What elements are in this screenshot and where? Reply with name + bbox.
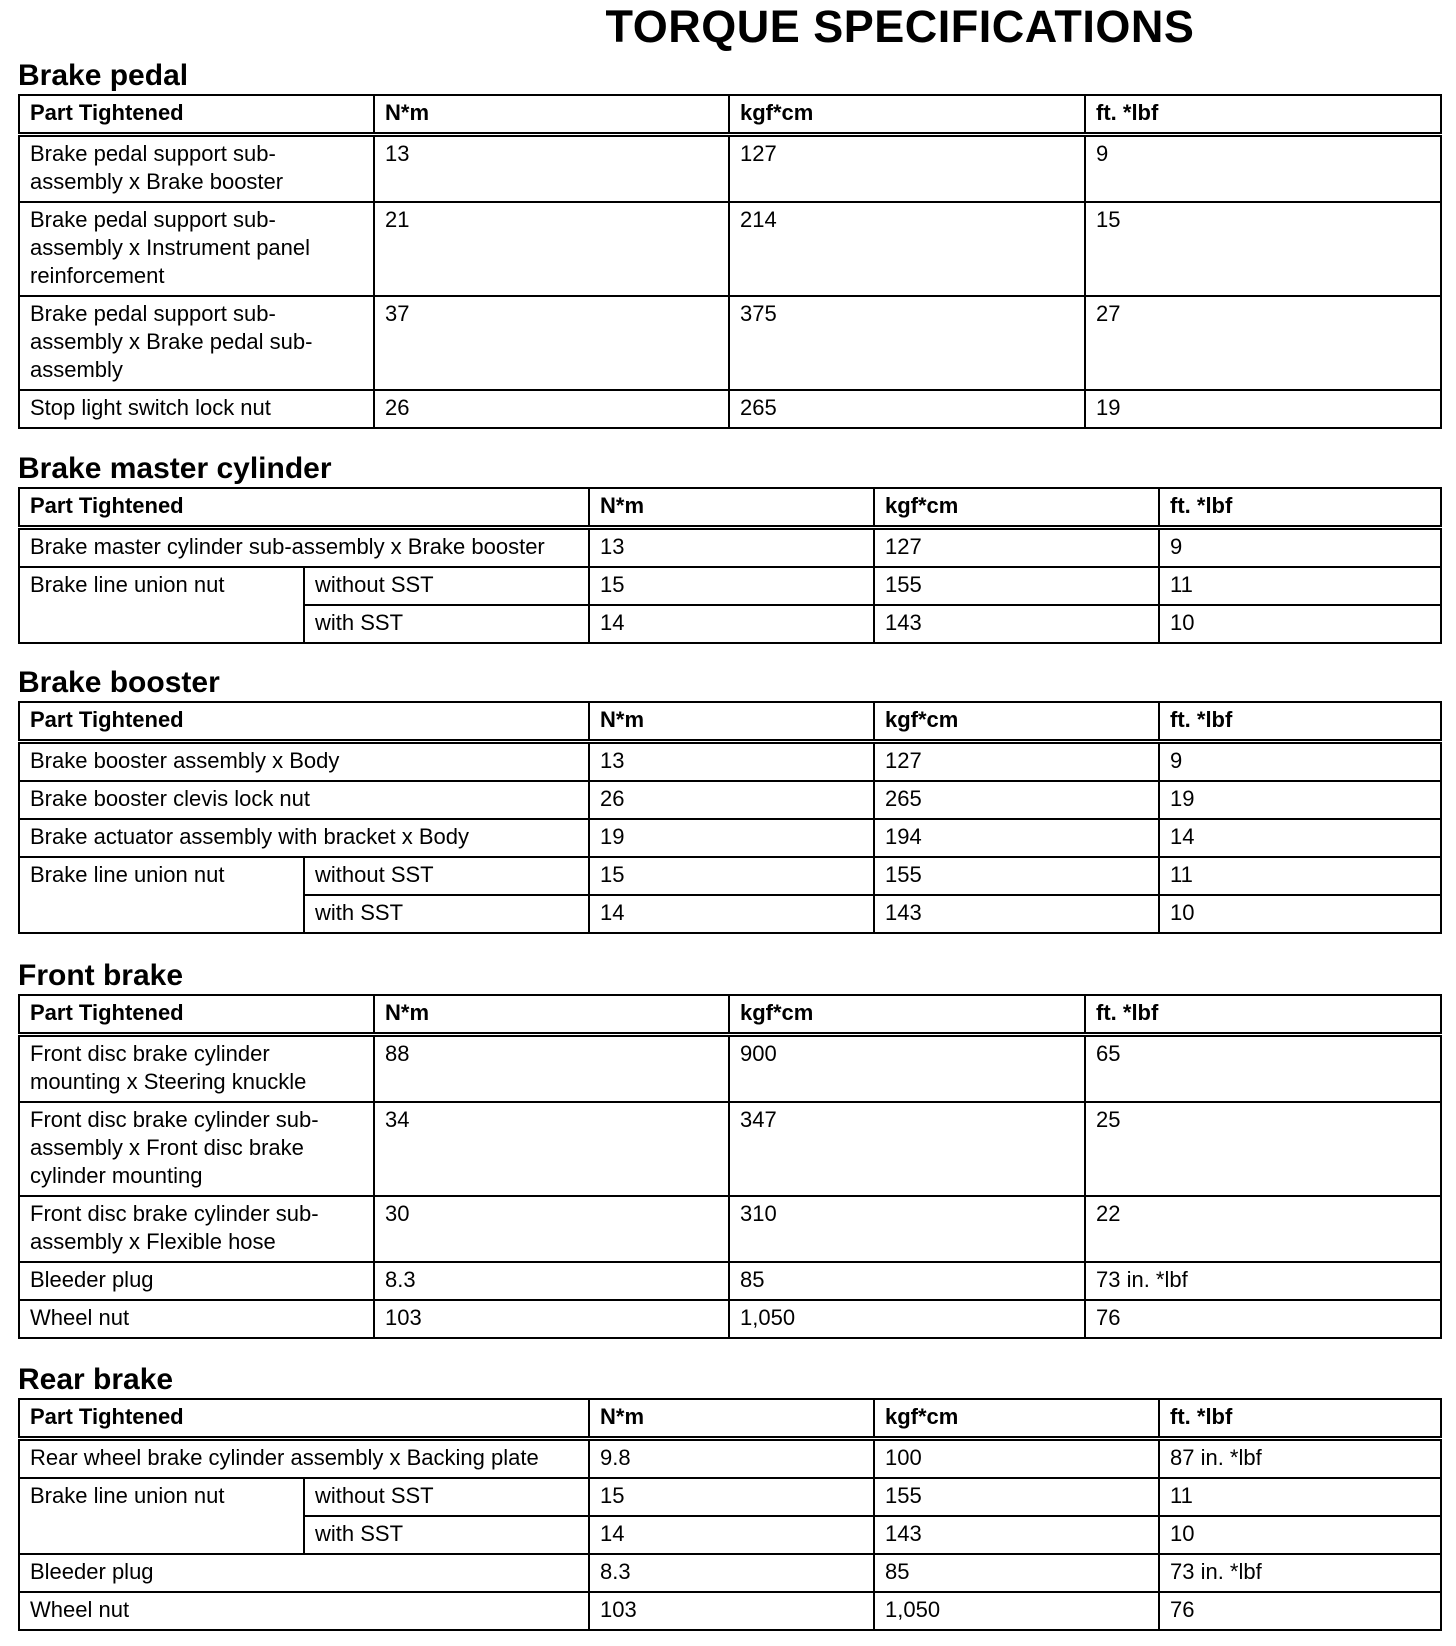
cell-nm: 15: [589, 1478, 874, 1516]
section-title: Rear brake: [18, 1363, 174, 1396]
cell-kgf: 265: [874, 781, 1159, 819]
cell-part: Brake master cylinder sub-assembly x Brake booster: [19, 528, 589, 568]
cell-part: Wheel nut: [19, 1300, 374, 1338]
cell-nm: 13: [589, 528, 874, 568]
table-row: [19, 1196, 1441, 1262]
cell-kgf: 143: [874, 605, 1159, 643]
cell-ft: 22: [1085, 1196, 1441, 1262]
cell-kgf: 1,050: [729, 1300, 1085, 1338]
section-title: Brake booster: [18, 666, 220, 699]
cell-ft: 73 in. *lbf: [1085, 1262, 1441, 1300]
cell-kgf: 1,050: [874, 1592, 1159, 1630]
table-header-row: [19, 1399, 1441, 1439]
table-row: [19, 857, 1441, 895]
col-header-part: Part Tightened: [19, 995, 374, 1035]
torque-table: [18, 1398, 1442, 1631]
cell-kgf: 310: [729, 1196, 1085, 1262]
table-row: [19, 135, 1441, 203]
cell-ft: 25: [1085, 1102, 1441, 1196]
table-row: [19, 1102, 1441, 1196]
torque-table: [18, 701, 1442, 934]
torque-table: [18, 994, 1442, 1339]
cell-ft: 9: [1085, 135, 1441, 203]
col-header-ft: ft. *lbf: [1085, 995, 1441, 1035]
cell-ft: 11: [1159, 567, 1441, 605]
col-header-ft: ft. *lbf: [1159, 702, 1441, 742]
cell-part: Brake booster assembly x Body: [19, 742, 589, 782]
cell-nm: 19: [589, 819, 874, 857]
table-row: [19, 742, 1441, 782]
cell-part: Brake line union nut: [19, 857, 304, 933]
cell-ft: 19: [1159, 781, 1441, 819]
col-header-ft: ft. *lbf: [1159, 488, 1441, 528]
cell-part: Brake line union nut: [19, 1478, 304, 1554]
table-header-row: [19, 702, 1441, 742]
cell-condition: with SST: [304, 895, 589, 933]
col-header-part: Part Tightened: [19, 702, 589, 742]
cell-nm: 103: [589, 1592, 874, 1630]
table-header-row: [19, 995, 1441, 1035]
section-title: Brake pedal: [18, 59, 189, 92]
cell-kgf: 214: [729, 202, 1085, 296]
cell-nm: 9.8: [589, 1439, 874, 1479]
col-header-kgf: kgf*cm: [729, 995, 1085, 1035]
cell-kgf: 155: [874, 857, 1159, 895]
col-header-kgf: kgf*cm: [874, 702, 1159, 742]
cell-kgf: 194: [874, 819, 1159, 857]
table-row: [19, 1592, 1441, 1630]
section-brake-booster: [18, 665, 1440, 934]
cell-part: Bleeder plug: [19, 1262, 374, 1300]
section-brake-master-cylinder: [18, 451, 1440, 644]
table-header-row: [19, 488, 1441, 528]
cell-kgf: 155: [874, 567, 1159, 605]
cell-ft: 9: [1159, 528, 1441, 568]
cell-nm: 30: [374, 1196, 729, 1262]
col-header-ft: ft. *lbf: [1085, 95, 1441, 135]
table-row: [19, 567, 1441, 605]
col-header-ft: ft. *lbf: [1159, 1399, 1441, 1439]
col-header-part: Part Tightened: [19, 95, 374, 135]
col-header-kgf: kgf*cm: [874, 488, 1159, 528]
cell-ft: 11: [1159, 1478, 1441, 1516]
cell-condition: without SST: [304, 1478, 589, 1516]
cell-nm: 103: [374, 1300, 729, 1338]
cell-kgf: 143: [874, 895, 1159, 933]
cell-nm: 14: [589, 1516, 874, 1554]
table-row: [19, 781, 1441, 819]
col-header-part: Part Tightened: [19, 1399, 589, 1439]
cell-part: Brake actuator assembly with bracket x Body: [19, 819, 589, 857]
cell-part: Bleeder plug: [19, 1554, 589, 1592]
torque-table: [18, 94, 1442, 429]
cell-nm: 26: [374, 390, 729, 428]
section-brake-pedal: [18, 58, 1440, 429]
table-row: [19, 390, 1441, 428]
cell-part: Brake pedal support sub-assembly x Brake booster: [19, 135, 374, 203]
section-front-brake: [18, 958, 1440, 1339]
section-rear-brake: [18, 1362, 1440, 1631]
cell-nm: 15: [589, 567, 874, 605]
col-header-nm: N*m: [589, 488, 874, 528]
cell-kgf: 900: [729, 1035, 1085, 1103]
col-header-kgf: kgf*cm: [874, 1399, 1159, 1439]
cell-ft: 65: [1085, 1035, 1441, 1103]
cell-kgf: 85: [874, 1554, 1159, 1592]
page-title: TORQUE SPECIFICATIONS: [605, 1, 1195, 52]
cell-part: Stop light switch lock nut: [19, 390, 374, 428]
section-title: Brake master cylinder: [18, 452, 332, 485]
cell-part: Brake booster clevis lock nut: [19, 781, 589, 819]
cell-kgf: 85: [729, 1262, 1085, 1300]
table-row: [19, 1035, 1441, 1103]
cell-nm: 34: [374, 1102, 729, 1196]
cell-part: Brake pedal support sub-assembly x Instrument panel reinforcement: [19, 202, 374, 296]
cell-condition: with SST: [304, 605, 589, 643]
col-header-part: Part Tightened: [19, 488, 589, 528]
cell-ft: 9: [1159, 742, 1441, 782]
cell-kgf: 143: [874, 1516, 1159, 1554]
cell-part: Rear wheel brake cylinder assembly x Backing plate: [19, 1439, 589, 1479]
cell-condition: without SST: [304, 567, 589, 605]
cell-ft: 19: [1085, 390, 1441, 428]
cell-nm: 13: [374, 135, 729, 203]
table-row: [19, 819, 1441, 857]
cell-kgf: 127: [874, 742, 1159, 782]
cell-kgf: 100: [874, 1439, 1159, 1479]
table-row: [19, 202, 1441, 296]
cell-part: Brake pedal support sub-assembly x Brake pedal sub-assembly: [19, 296, 374, 390]
torque-table: [18, 487, 1442, 644]
cell-nm: 14: [589, 895, 874, 933]
table-row: [19, 528, 1441, 568]
cell-nm: 88: [374, 1035, 729, 1103]
table-row: [19, 1262, 1441, 1300]
cell-ft: 76: [1085, 1300, 1441, 1338]
cell-ft: 10: [1159, 1516, 1441, 1554]
cell-ft: 11: [1159, 857, 1441, 895]
table-row: [19, 296, 1441, 390]
cell-kgf: 127: [729, 135, 1085, 203]
col-header-nm: N*m: [589, 1399, 874, 1439]
cell-kgf: 265: [729, 390, 1085, 428]
cell-ft: 73 in. *lbf: [1159, 1554, 1441, 1592]
col-header-nm: N*m: [374, 995, 729, 1035]
cell-kgf: 127: [874, 528, 1159, 568]
table-row: [19, 1478, 1441, 1516]
cell-part: Wheel nut: [19, 1592, 589, 1630]
cell-kgf: 347: [729, 1102, 1085, 1196]
cell-condition: with SST: [304, 1516, 589, 1554]
cell-kgf: 155: [874, 1478, 1159, 1516]
cell-ft: 14: [1159, 819, 1441, 857]
cell-part: Front disc brake cylinder mounting x Steering knuckle: [19, 1035, 374, 1103]
cell-nm: 26: [589, 781, 874, 819]
cell-ft: 10: [1159, 895, 1441, 933]
cell-nm: 14: [589, 605, 874, 643]
cell-nm: 8.3: [374, 1262, 729, 1300]
table-row: [19, 1439, 1441, 1479]
cell-nm: 37: [374, 296, 729, 390]
table-row: [19, 1554, 1441, 1592]
cell-ft: 15: [1085, 202, 1441, 296]
cell-ft: 27: [1085, 296, 1441, 390]
col-header-nm: N*m: [374, 95, 729, 135]
table-header-row: [19, 95, 1441, 135]
cell-part: Front disc brake cylinder sub-assembly x Front disc brake cylinder mounting: [19, 1102, 374, 1196]
cell-ft: 87 in. *lbf: [1159, 1439, 1441, 1479]
cell-nm: 8.3: [589, 1554, 874, 1592]
cell-nm: 15: [589, 857, 874, 895]
table-row: [19, 1300, 1441, 1338]
cell-nm: 21: [374, 202, 729, 296]
col-header-kgf: kgf*cm: [729, 95, 1085, 135]
cell-kgf: 375: [729, 296, 1085, 390]
section-title: Front brake: [18, 959, 184, 992]
cell-part: Brake line union nut: [19, 567, 304, 643]
col-header-nm: N*m: [589, 702, 874, 742]
cell-ft: 10: [1159, 605, 1441, 643]
cell-nm: 13: [589, 742, 874, 782]
cell-ft: 76: [1159, 1592, 1441, 1630]
cell-condition: without SST: [304, 857, 589, 895]
cell-part: Front disc brake cylinder sub-assembly x Flexible hose: [19, 1196, 374, 1262]
